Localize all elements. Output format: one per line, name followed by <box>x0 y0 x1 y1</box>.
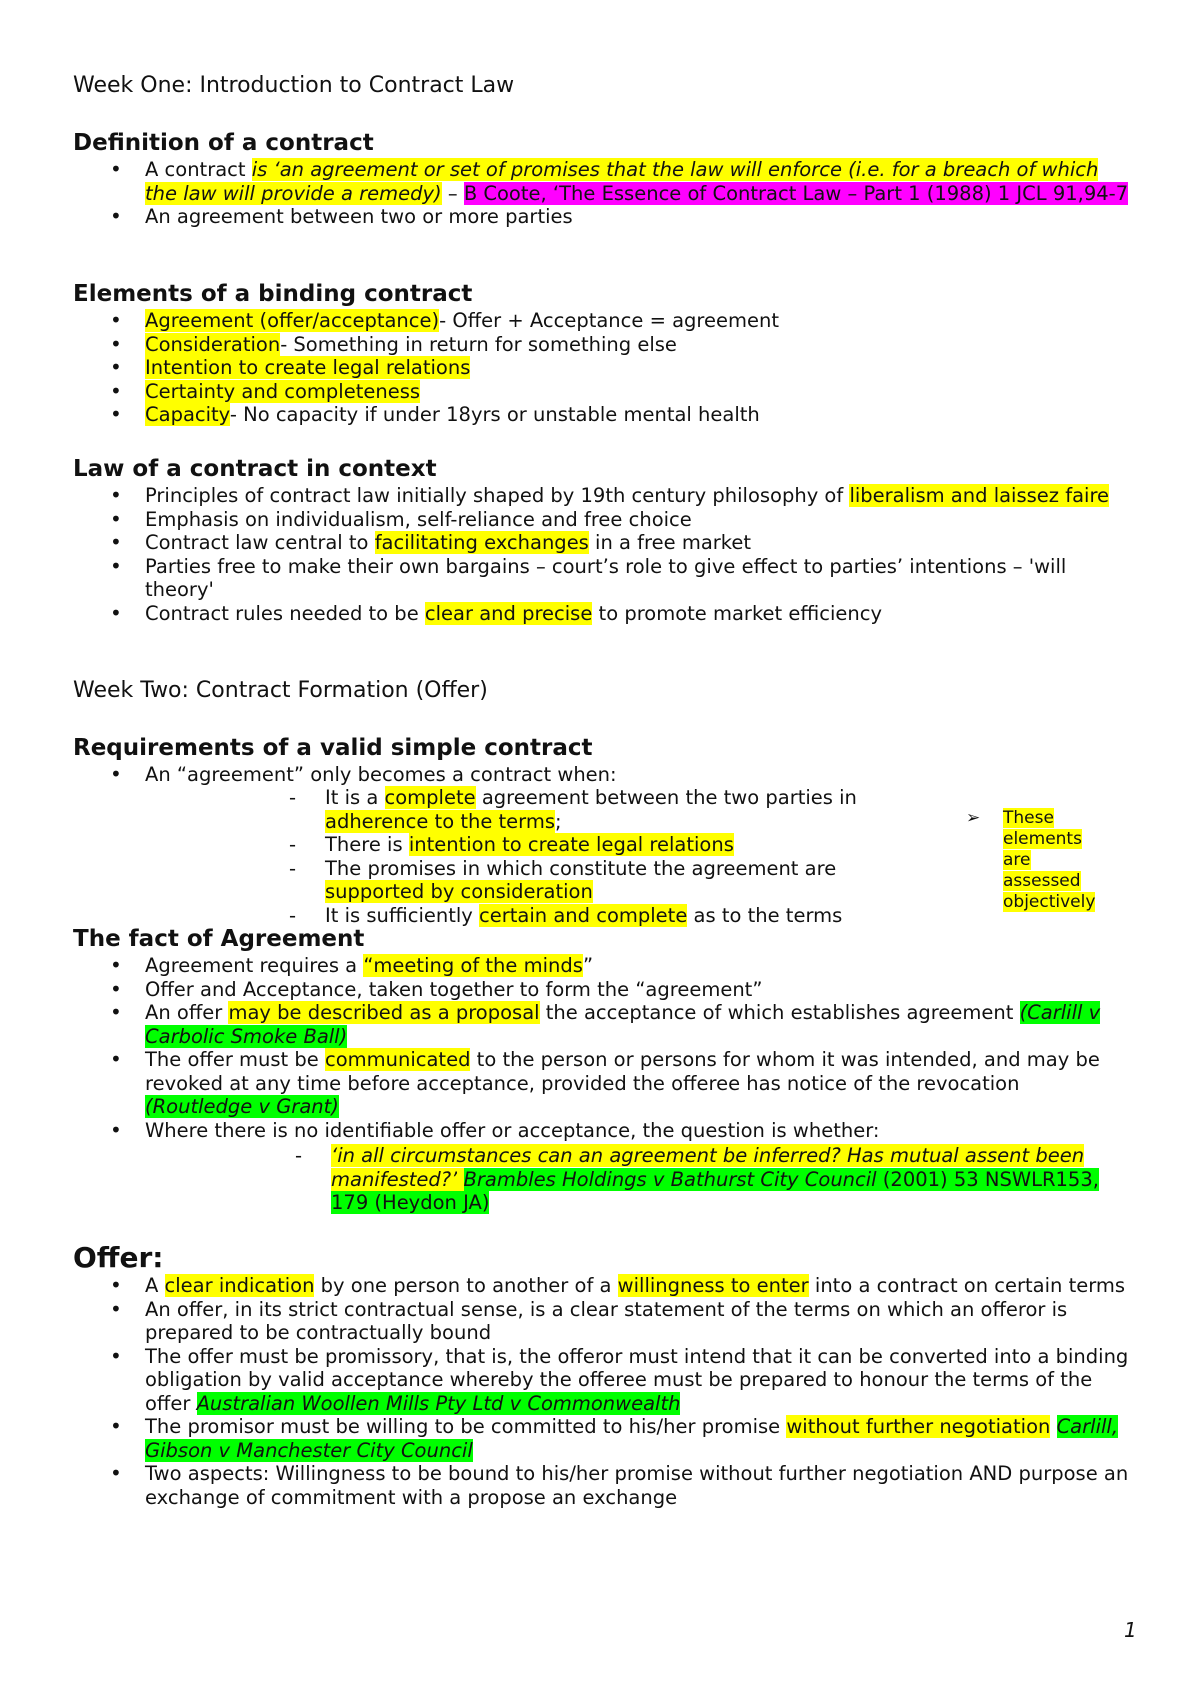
side-note: These elements are assessed objectively <box>1003 808 1096 912</box>
list-item: - There is intention to create legal relations <box>325 833 905 857</box>
list-item: • The offer must be promissory, that is, the offeror must intend that it can be converted into a binding obligation by valid acceptance whereby the offeree must be prepared to honour the terms of the offer Australian Woollen Mills Pty Ltd v Commonwealth <box>0 1345 1130 1416</box>
list-item: • Contract law central to facilitating exchanges in a free market <box>0 531 1130 555</box>
law-context-heading: Law of a contract in context <box>73 456 437 482</box>
elements-list <box>0 309 1130 427</box>
list-item: • The offer must be communicated to the person or persons for whom it was intended, and may be revoked at any time before acceptance, provided the offeree has notice of the revocation (Routledge v Grant) <box>0 1048 1130 1119</box>
case-citation: Brambles Holdings v Bathurst City Council <box>463 1167 877 1191</box>
list-item: • Consideration- Something in return for something else <box>0 333 1130 357</box>
case-citation: Carlill, Gibson v Manchester City Council <box>145 1415 1119 1462</box>
citation: B Coote, ‘The Essence of Contract Law – Part 1 (1988) 1 JCL 91,94-7 <box>463 181 1129 205</box>
list-item: - The promises in which constitute the agreement are supported by consideration <box>325 857 905 904</box>
list-item: • The promisor must be willing to be committed to his/her promise without further negotiation Carlill, Gibson v Manchester City Council <box>0 1415 1130 1462</box>
list-item: • Agreement (offer/acceptance)- Offer + Acceptance = agreement <box>0 309 1130 333</box>
week-one-title: Week One: Introduction to Contract Law <box>73 73 515 98</box>
offer-heading: Offer: <box>73 1241 164 1274</box>
definition-heading: Definition of a contract <box>73 130 374 156</box>
arrow-bullet-icon: ➢ <box>966 808 981 828</box>
list-item: • Two aspects: Willingness to be bound to his/her promise without further negotiation AND purpose an exchange of commitment with a propose an exchange <box>0 1462 1130 1509</box>
list-item: • An agreement between two or more parties <box>0 205 1130 229</box>
list-item: • Contract rules needed to be clear and precise to promote market efficiency <box>0 602 1130 626</box>
week-two-title: Week Two: Contract Formation (Offer) <box>73 678 488 703</box>
fact-of-agreement-list <box>0 954 1130 1142</box>
case-citation: Australian Woollen Mills Pty Ltd v Commonwealth <box>196 1391 681 1415</box>
fact-of-agreement-heading: The fact of Agreement <box>73 926 365 952</box>
list-item: - It is a complete agreement between the two parties in adherence to the terms; <box>325 786 905 833</box>
case-citation: (Carlill v Carbolic Smoke Ball) <box>145 1001 1101 1048</box>
definition-list <box>0 158 1130 229</box>
list-item: • An offer may be described as a proposal the acceptance of which establishes agreement (Carlill v Carbolic Smoke Ball) <box>0 1001 1130 1048</box>
requirements-heading: Requirements of a valid simple contract <box>73 735 593 761</box>
list-item: • Capacity- No capacity if under 18yrs or unstable mental health <box>0 403 1130 427</box>
fact-sublist <box>331 1144 1136 1215</box>
list-item: • An “agreement” only becomes a contract when: <box>0 763 1130 787</box>
list-item: • Agreement requires a “meeting of the minds” <box>0 954 1130 978</box>
list-item: • Offer and Acceptance, taken together to form the “agreement” <box>0 978 1130 1002</box>
offer-list <box>0 1274 1130 1509</box>
list-item: • Emphasis on individualism, self-reliance and free choice <box>0 508 1130 532</box>
list-item: - ‘in all circumstances can an agreement be inferred? Has mutual assent been manifested?’ Brambles Holdings v Bathurst City Council (2001) 53 NSWLR153, 179 (Heydon JA) <box>331 1144 1136 1215</box>
list-item: • A contract is ‘an agreement or set of promises that the law will enforce (i.e. for a breach of which the law will provide a remedy) – B Coote, ‘The Essence of Contract Law – Part 1 (1988) 1 JCL 91,94-7 <box>0 158 1130 205</box>
list-item: • Parties free to make their own bargains – court’s role to give effect to parties’ intentions – 'will theory' <box>0 555 1130 602</box>
requirements-list <box>0 763 1130 787</box>
list-item: • Principles of contract law initially shaped by 19th century philosophy of liberalism and laissez faire <box>0 484 1130 508</box>
list-item: • An offer, in its strict contractual sense, is a clear statement of the terms on which an offeror is prepared to be contractually bound <box>0 1298 1130 1345</box>
elements-heading: Elements of a binding contract <box>73 281 473 307</box>
list-item: • Where there is no identifiable offer or acceptance, the question is whether: <box>0 1119 1130 1143</box>
list-item: • Intention to create legal relations <box>0 356 1130 380</box>
list-item: - It is sufficiently certain and complete as to the terms <box>325 904 905 928</box>
list-item: • Certainty and completeness <box>0 380 1130 404</box>
highlight: is ‘an agreement or set of promises that the law will enforce (i.e. for a breach of which the law will provide a remedy) <box>145 158 1099 205</box>
case-citation: (Routledge v Grant) <box>145 1095 339 1118</box>
requirements-sublist <box>325 786 905 927</box>
list-item: • A clear indication by one person to another of a willingness to enter into a contract on certain terms <box>0 1274 1130 1298</box>
law-context-list <box>0 484 1130 625</box>
page-number: 1 <box>1124 1618 1137 1642</box>
